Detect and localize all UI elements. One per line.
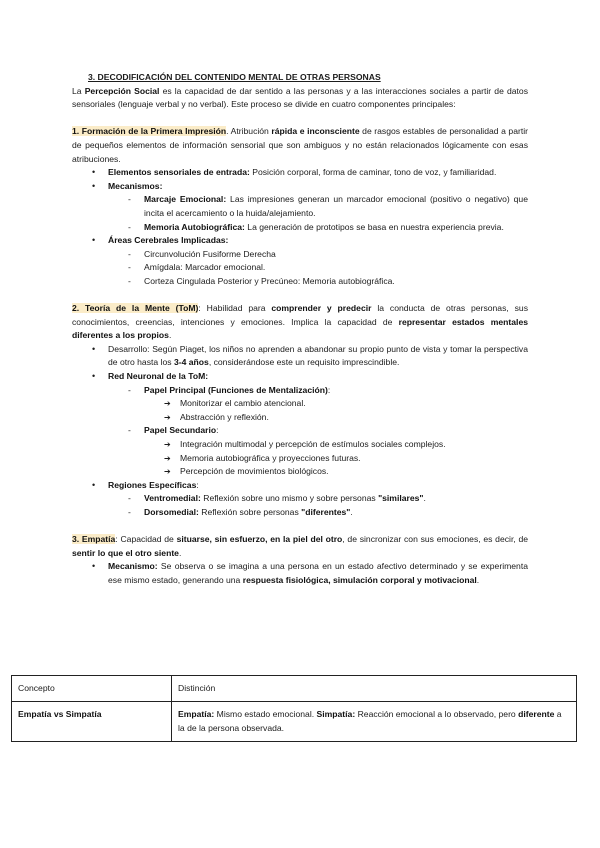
column-header-concept: Concepto	[12, 676, 172, 702]
list-item: ➔ Memoria autobiográfica y proyecciones futuras.	[164, 452, 528, 466]
main-role-list	[144, 397, 528, 424]
list-item: - Memoria Autobiográfica: La generación de prototipos se basa en nuestra experiencia previa.	[128, 221, 528, 235]
list-item: ➔ Abstracción y reflexión.	[164, 411, 528, 425]
first-impression-list	[72, 166, 528, 288]
list-item: - Papel Secundario: ➔ Integración multimodal y percepción de estímulos sociales complejos. ➔ Memoria autobiográfica y proyecciones futuras. ➔ Percepción de movimientos biológicos.	[128, 424, 528, 478]
table-header-row	[12, 676, 577, 702]
list-item: - Ventromedial: Reflexión sobre uno mismo y sobre personas "similares".	[128, 492, 528, 506]
intro-paragraph: La Percepción Social es la capacidad de dar sentido a las personas y a las interacciones sociales a partir de datos sensoriales (lenguaje verbal y no verbal). Este proceso se divide en cuatro componentes principales:	[72, 85, 528, 110]
theory-of-mind-heading: 2. Teoría de la Mente (ToM)	[72, 303, 199, 314]
empathy-heading: 3. Empatía	[72, 534, 116, 545]
list-item: - Circunvolución Fusiforme Derecha	[128, 248, 528, 262]
list-item: • Elementos sensoriales de entrada: Posición corporal, forma de caminar, tono de voz, y familiaridad.	[92, 166, 528, 180]
list-item: • Red Neuronal de la ToM: - Papel Principal (Funciones de Mentalización): ➔ Monitorizar el cambio atencional. ➔ Abstracción y reflexión. - Papel Secundario: ➔ Integración multimodal y percepción de estímulos sociales complejos. ➔ Memoria autobiográfica y proyecciones futuras. ➔ Percepción de movimientos biológicos.	[92, 370, 528, 479]
table-cell: Empatía vs Simpatía	[12, 702, 172, 742]
theory-of-mind-paragraph: 2. Teoría de la Mente (ToM): Habilidad para comprender y predecir la conducta de otras personas, sus conocimientos, creencias, intenciones y emociones. Implica la capacidad de representar estados mentales diferentes a los propios.	[72, 303, 529, 341]
list-item: ➔ Monitorizar el cambio atencional.	[164, 397, 528, 411]
first-impression-heading: 1. Formación de la Primera Impresión	[72, 126, 227, 137]
list-item: ➔ Integración multimodal y percepción de estímulos sociales complejos.	[164, 438, 528, 452]
list-item: - Corteza Cingulada Posterior y Precúneo: Memoria autobiográfica.	[128, 275, 528, 289]
list-item: • Mecanismos: - Marcaje Emocional: Las impresiones generan un marcador emocional (positivo o negativo) que incita el acercamiento o la huida/alejamiento. - Memoria Autobiográfica: La generación de prototipos se basa en nuestra experiencia previa.	[92, 180, 528, 234]
list-item: • Regiones Específicas: - Ventromedial: Reflexión sobre uno mismo y sobre personas "similares". - Dorsomedial: Reflexión sobre personas "diferentes".	[92, 479, 528, 520]
table-row	[12, 702, 577, 742]
empathy-list	[72, 560, 528, 587]
comparison-table	[11, 675, 577, 742]
network-list	[108, 384, 528, 479]
regions-list	[108, 492, 528, 519]
document-body	[72, 71, 528, 588]
list-item: - Marcaje Emocional: Las impresiones generan un marcador emocional (positivo o negativo) que incita el acercamiento o la huida/alejamiento.	[128, 193, 528, 220]
section-title: 3. DECODIFICACIÓN DEL CONTENIDO MENTAL DE OTRAS PERSONAS	[88, 72, 381, 82]
table-cell: Empatía: Mismo estado emocional. Simpatía: Reacción emocional a lo observado, pero diferente a la de la persona observada.	[172, 702, 577, 742]
list-item: - Papel Principal (Funciones de Mentalización): ➔ Monitorizar el cambio atencional. ➔ Abstracción y reflexión.	[128, 384, 528, 425]
list-item: • Mecanismo: Se observa o se imagina a una persona en un estado afectivo determinado y se experimenta ese mismo estado, generando una respuesta fisiológica, simulación corporal y motivacional.	[92, 560, 528, 587]
secondary-role-list	[144, 438, 528, 479]
mechanisms-list	[108, 193, 528, 234]
list-item: - Amígdala: Marcador emocional.	[128, 261, 528, 275]
column-header-distinction: Distinción	[172, 676, 577, 702]
first-impression-paragraph: 1. Formación de la Primera Impresión. Atribución rápida e inconsciente de rasgos estables de personalidad a partir de pequeños elementos de información sensorial que son ambiguos y no están relacionados lógicamente con esas atribuciones.	[72, 126, 528, 164]
brain-areas-list	[108, 248, 528, 289]
empathy-paragraph: 3. Empatía: Capacidad de situarse, sin esfuerzo, en la piel del otro, de sincronizar con sus emociones, es decir, de sentir lo que el otro siente.	[72, 534, 529, 558]
list-item: • Desarrollo: Según Piaget, los niños no aprenden a abandonar su propio punto de vista y tomar la perspectiva de otro hasta los 3-4 años, considerándose este un requisito imprescindible.	[92, 343, 528, 370]
theory-of-mind-list	[72, 343, 528, 520]
list-item: - Dorsomedial: Reflexión sobre personas "diferentes".	[128, 506, 528, 520]
list-item: ➔ Percepción de movimientos biológicos.	[164, 465, 528, 479]
list-item: • Áreas Cerebrales Implicadas: - Circunvolución Fusiforme Derecha - Amígdala: Marcador emocional. - Corteza Cingulada Posterior y Precúneo: Memoria autobiográfica.	[92, 234, 528, 288]
